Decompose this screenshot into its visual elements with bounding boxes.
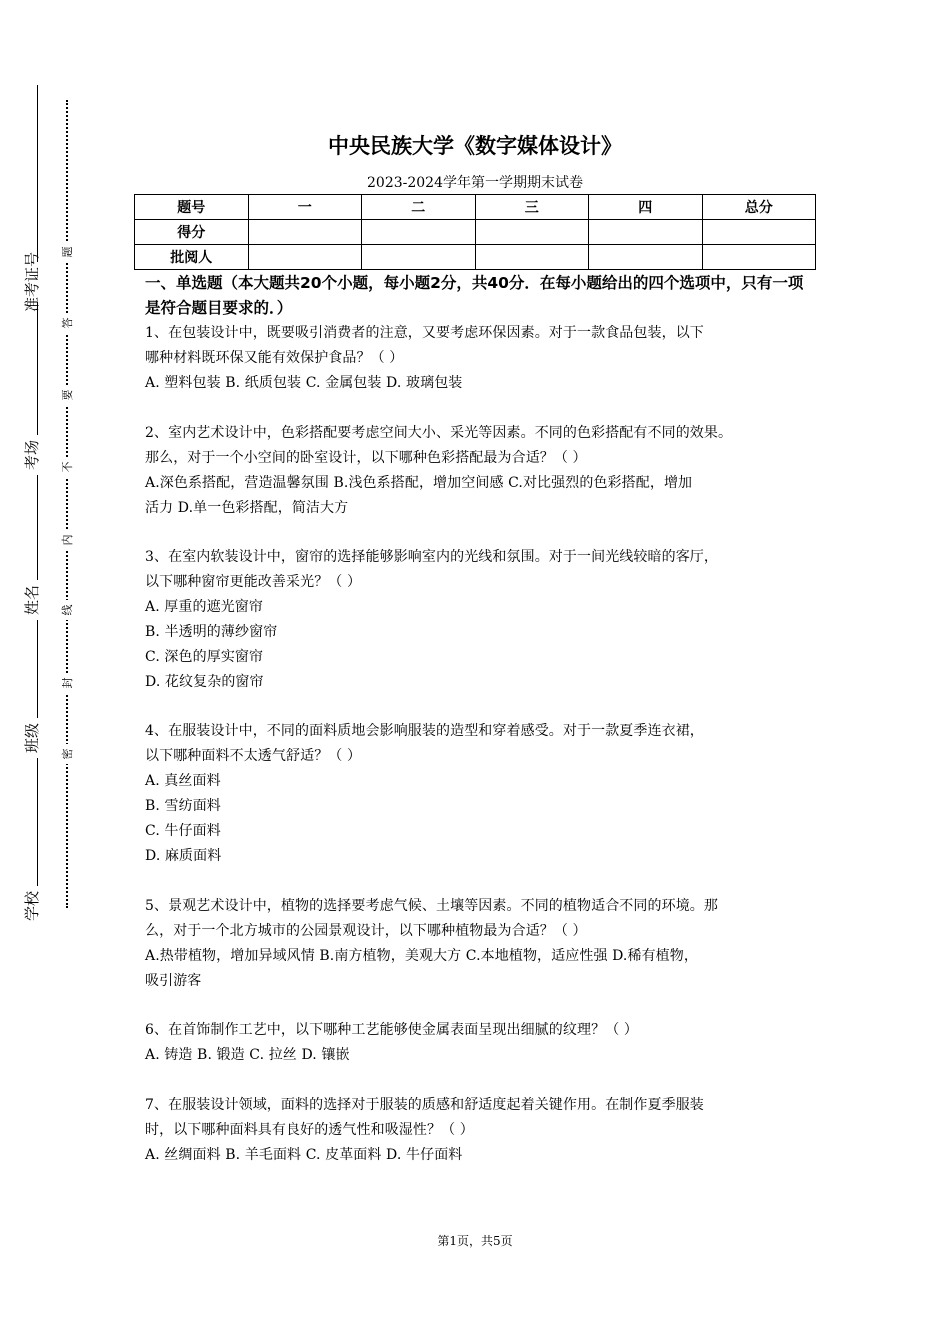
- score-cell[interactable]: [589, 245, 703, 270]
- question-3-option-d: D. 花纹复杂的窗帘: [145, 674, 264, 690]
- page-title: 中央民族大学《数字媒体设计》: [328, 134, 622, 158]
- score-cell[interactable]: [362, 245, 476, 270]
- question-3-text: 以下哪种窗帘更能改善采光？（ ）: [145, 574, 362, 590]
- question-7-text: 时，以下哪种面料具有良好的透气性和吸湿性？（ ）: [145, 1122, 474, 1138]
- question-4-option-c: C. 牛仔面料: [145, 823, 221, 839]
- question-5-options: 吸引游客: [145, 973, 202, 989]
- score-row-label: 得分: [135, 220, 249, 245]
- question-6-options: A. 铸造 B. 锻造 C. 拉丝 D. 镶嵌: [145, 1047, 350, 1063]
- question-4-option-a: A. 真丝面料: [145, 773, 221, 789]
- score-header-cell: 题号: [135, 195, 249, 220]
- score-cell[interactable]: [702, 220, 816, 245]
- seal-char: 要: [57, 385, 77, 405]
- score-header-cell: 总分: [702, 195, 816, 220]
- score-header-cell: 三: [475, 195, 589, 220]
- question-3-text: 3、在室内软装设计中，窗帘的选择能够影响室内的光线和氛围。对于一间光线较暗的客厅，: [145, 549, 719, 565]
- score-table-row: [135, 220, 816, 245]
- page-footer: 第1页，共5页: [437, 1234, 513, 1248]
- binding-label-exam-room: 考场: [11, 435, 51, 475]
- binding-label-school: 学校: [11, 886, 51, 926]
- seal-char: 封: [57, 673, 77, 693]
- seal-char: 答: [57, 313, 77, 333]
- score-header-cell: 四: [589, 195, 703, 220]
- question-2-text: 2、室内艺术设计中，色彩搭配要考虑空间大小、采光等因素。不同的色彩搭配有不同的效果。: [145, 425, 733, 441]
- question-2-options: A.深色系搭配，营造温馨氛围 B.浅色系搭配，增加空间感 C.对比强烈的色彩搭配，增加: [145, 475, 693, 491]
- score-cell[interactable]: [362, 220, 476, 245]
- score-cell[interactable]: [589, 220, 703, 245]
- section-heading: 一、单选题（本大题共20个小题，每小题2分，共40分．在每小题给出的四个选项中，只有一项是符合题目要求的．）: [145, 274, 804, 317]
- question-4-text: 4、在服装设计中，不同的面料质地会影响服装的造型和穿着感受。对于一款夏季连衣裙，: [145, 723, 704, 739]
- question-2-options: 活力 D.单一色彩搭配，简洁大方: [145, 500, 349, 516]
- seal-char: 线: [57, 600, 77, 620]
- binding-dotted-line: [66, 100, 68, 908]
- question-5-options: A.热带植物，增加异域风情 B.南方植物，美观大方 C.本地植物，适应性强 D.稀有植物，: [145, 948, 698, 964]
- seal-char: 密: [57, 744, 77, 764]
- seal-char: 题: [57, 242, 77, 262]
- seal-char: 内: [57, 530, 77, 550]
- question-7-text: 7、在服装设计领域，面料的选择对于服装的质感和舒适度起着关键作用。在制作夏季服装: [145, 1097, 704, 1113]
- question-4-text: 以下哪种面料不太透气舒适？（ ）: [145, 748, 362, 764]
- question-3-option-c: C. 深色的厚实窗帘: [145, 649, 264, 665]
- score-table-row: [135, 245, 816, 270]
- score-header-cell: 二: [362, 195, 476, 220]
- question-5-text: 5、景观艺术设计中，植物的选择要考虑气候、土壤等因素。不同的植物适合不同的环境。那: [145, 898, 719, 914]
- question-3-option-a: A. 厚重的遮光窗帘: [145, 599, 264, 615]
- question-3-option-b: B. 半透明的薄纱窗帘: [145, 624, 278, 640]
- binding-label-class: 班级: [11, 718, 51, 758]
- score-row-label: 批阅人: [135, 245, 249, 270]
- question-7-options: A. 丝绸面料 B. 羊毛面料 C. 皮革面料 D. 牛仔面料: [145, 1147, 463, 1163]
- score-table-header-row: [135, 195, 816, 220]
- binding-label-name: 姓名: [11, 580, 51, 620]
- binding-solid-line: [37, 85, 38, 920]
- question-6-text: 6、在首饰制作工艺中，以下哪种工艺能够使金属表面呈现出细腻的纹理？（ ）: [145, 1022, 638, 1038]
- question-4-option-d: D. 麻质面料: [145, 848, 222, 864]
- score-cell[interactable]: [475, 245, 589, 270]
- question-5-text: 么，对于一个北方城市的公园景观设计，以下哪种植物最为合适？（ ）: [145, 923, 587, 939]
- score-cell[interactable]: [248, 220, 362, 245]
- score-table: [134, 194, 816, 270]
- question-2-text: 那么，对于一个小空间的卧室设计，以下哪种色彩搭配最为合适？（ ）: [145, 450, 587, 466]
- binding-label-exam-number: 准考证号: [11, 262, 51, 302]
- page-subtitle: 2023-2024学年第一学期期末试卷: [367, 175, 583, 191]
- score-cell[interactable]: [475, 220, 589, 245]
- score-header-cell: 一: [248, 195, 362, 220]
- score-cell[interactable]: [702, 245, 816, 270]
- question-1-text: 哪种材料既环保又能有效保护食品？（ ）: [145, 350, 404, 366]
- question-4-option-b: B. 雪纺面料: [145, 798, 221, 814]
- question-1-options: A. 塑料包装 B. 纸质包装 C. 金属包装 D. 玻璃包装: [145, 375, 463, 391]
- question-1-text: 1、在包装设计中，既要吸引消费者的注意，又要考虑环保因素。对于一款食品包装，以下: [145, 325, 704, 341]
- seal-char: 不: [57, 457, 77, 477]
- score-cell[interactable]: [248, 245, 362, 270]
